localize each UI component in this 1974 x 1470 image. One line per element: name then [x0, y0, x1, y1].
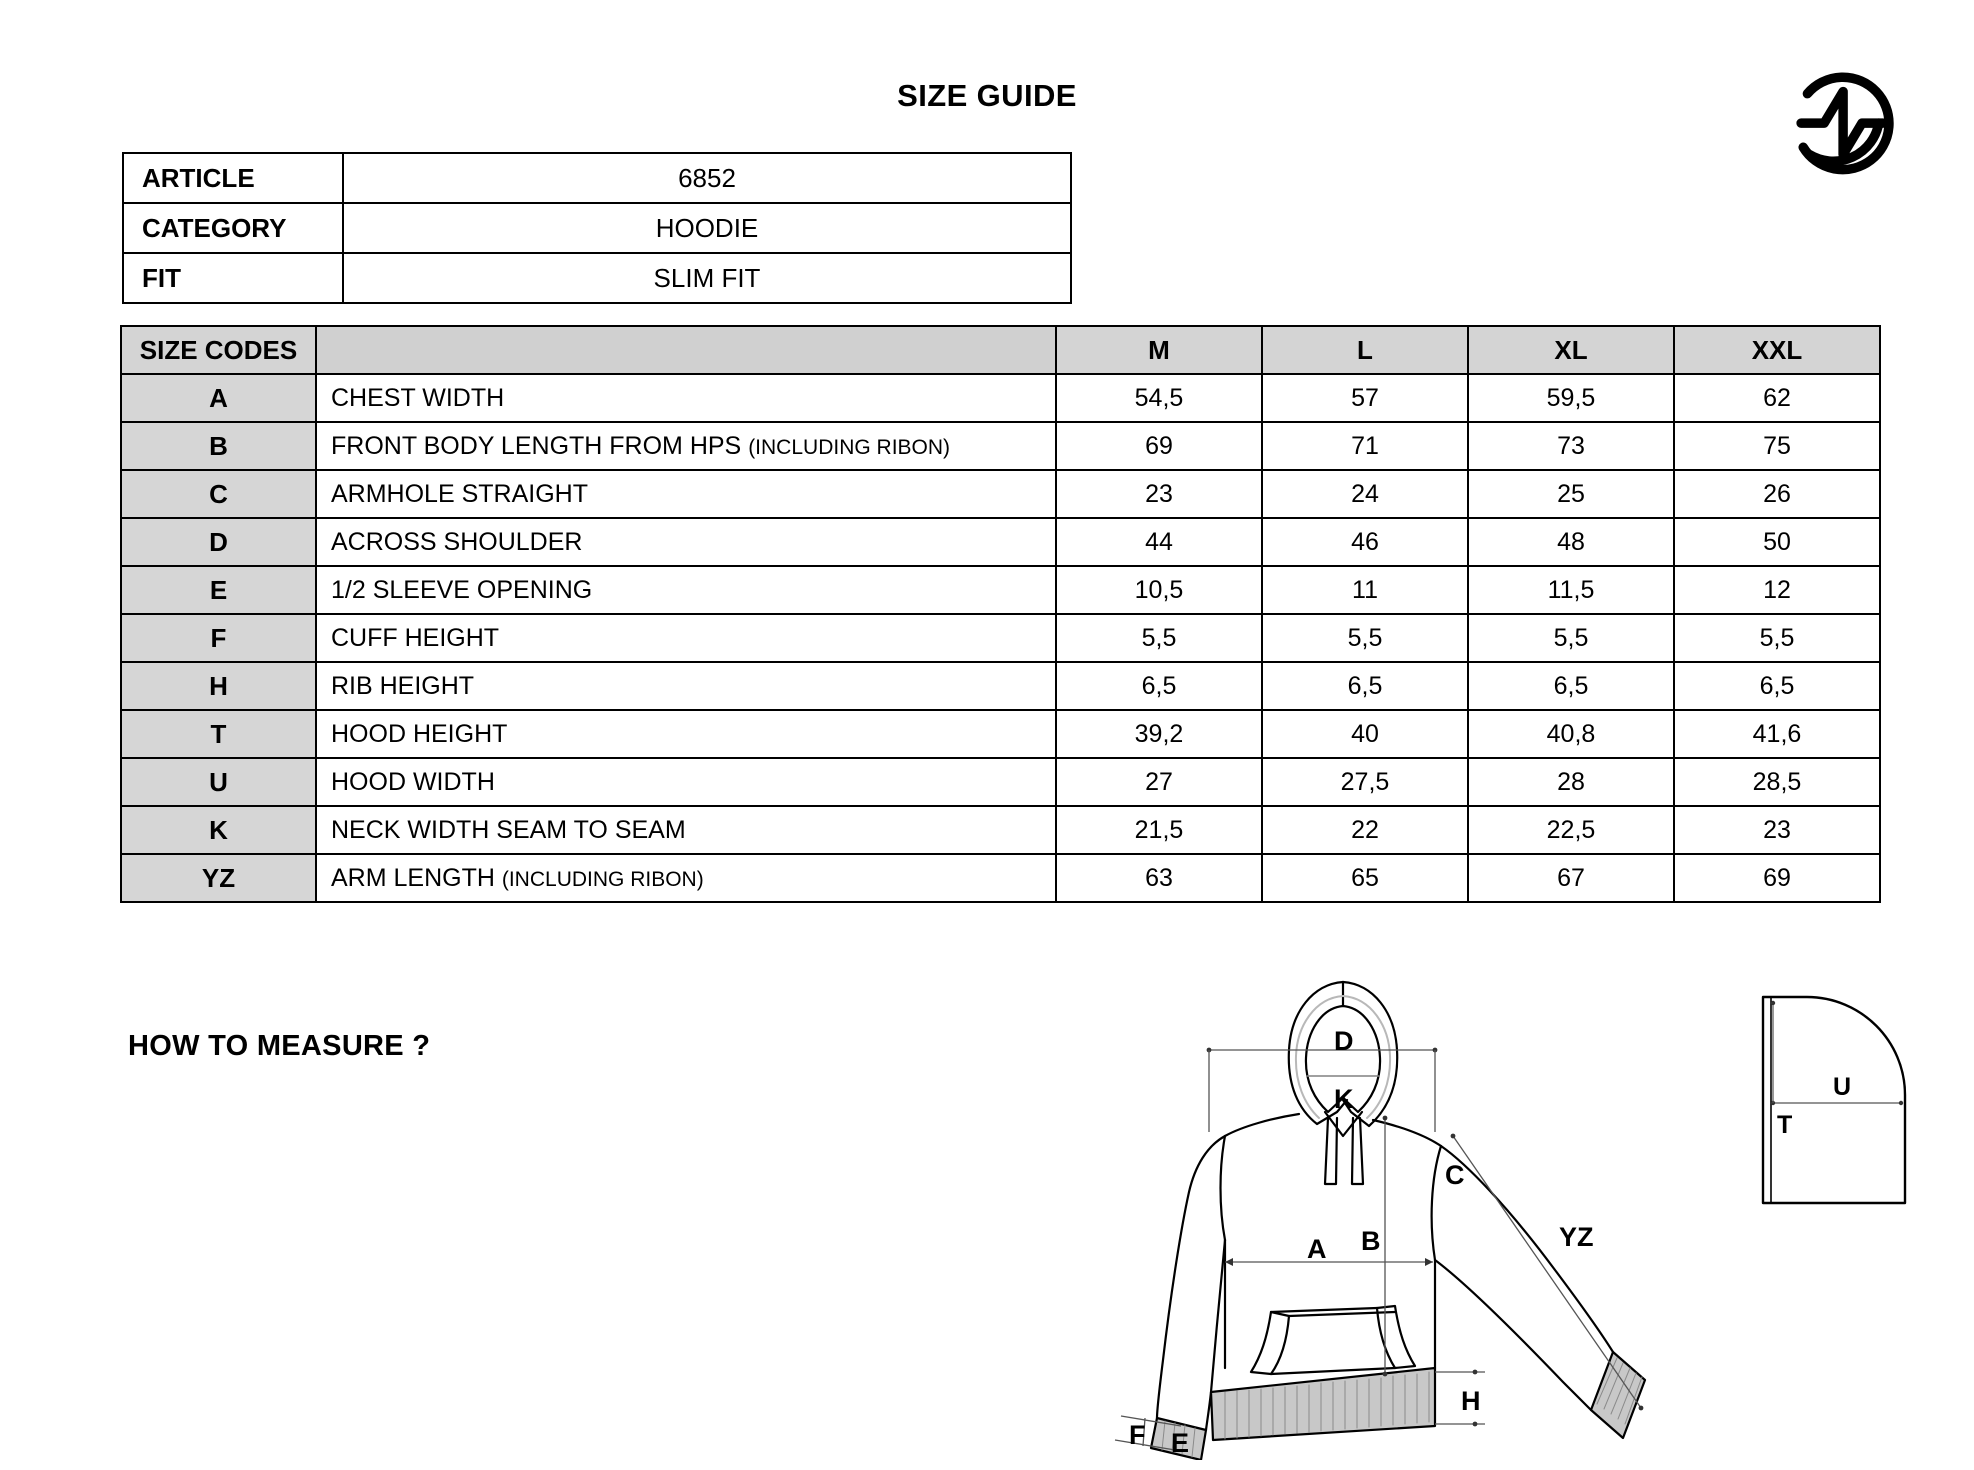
size-code-cell: A — [121, 374, 316, 422]
size-code-cell: K — [121, 806, 316, 854]
pocket-inner-top — [1289, 1312, 1395, 1316]
measurement-description-main: HOOD WIDTH — [331, 767, 495, 796]
table-row — [121, 422, 1880, 470]
size-code-cell: T — [121, 710, 316, 758]
info-value-article: 6852 — [343, 153, 1071, 203]
measurement-description-main: ARMHOLE STRAIGHT — [331, 479, 588, 508]
size-value-xxl: 23 — [1674, 806, 1880, 854]
column-header-description — [316, 326, 1056, 374]
size-value-xxl: 6,5 — [1674, 662, 1880, 710]
measurement-description-cell — [316, 854, 1056, 902]
column-header-size-l: L — [1262, 326, 1468, 374]
table-row — [121, 854, 1880, 902]
measurement-description-cell — [316, 662, 1056, 710]
size-value-xxl: 12 — [1674, 566, 1880, 614]
column-header-size-xxl: XXL — [1674, 326, 1880, 374]
measurement-description-cell — [316, 374, 1056, 422]
size-code-cell: YZ — [121, 854, 316, 902]
size-value-xxl: 41,6 — [1674, 710, 1880, 758]
size-table-head — [121, 326, 1880, 374]
measurement-description-note: (INCLUDING RIBON) — [501, 867, 704, 891]
dim-YZ-line — [1453, 1136, 1641, 1408]
label-D: D — [1334, 1026, 1354, 1056]
circle-zigzag-logo-icon — [1778, 58, 1904, 184]
size-value-l: 6,5 — [1262, 662, 1468, 710]
measurement-description-main: RIB HEIGHT — [331, 671, 475, 700]
body-left-sleeve-outer — [1157, 1114, 1299, 1418]
hem-rib-band — [1211, 1368, 1435, 1440]
table-row — [121, 758, 1880, 806]
measurement-description-main: NECK WIDTH SEAM TO SEAM — [331, 815, 686, 844]
hoodie-diagram-svg — [1085, 940, 1705, 1460]
size-value-m: 44 — [1056, 518, 1262, 566]
right-sleeve-inner — [1435, 1260, 1591, 1410]
size-code-cell: U — [121, 758, 316, 806]
size-value-l: 65 — [1262, 854, 1468, 902]
size-value-xxl: 50 — [1674, 518, 1880, 566]
label-A: A — [1307, 1234, 1327, 1264]
column-header-size-xl: XL — [1468, 326, 1674, 374]
right-shoulder — [1373, 1120, 1441, 1146]
size-value-l: 5,5 — [1262, 614, 1468, 662]
size-code-cell: D — [121, 518, 316, 566]
size-value-m: 54,5 — [1056, 374, 1262, 422]
measurement-description-main: CHEST WIDTH — [331, 383, 505, 412]
size-value-xl: 73 — [1468, 422, 1674, 470]
how-to-measure-heading: HOW TO MEASURE ? — [128, 1030, 431, 1062]
measurement-description-cell — [316, 710, 1056, 758]
size-value-xl: 25 — [1468, 470, 1674, 518]
size-value-xl: 48 — [1468, 518, 1674, 566]
info-label-article: ARTICLE — [123, 153, 343, 203]
brand-logo — [1778, 58, 1904, 184]
size-code-cell: H — [121, 662, 316, 710]
size-value-xxl: 26 — [1674, 470, 1880, 518]
table-row — [121, 614, 1880, 662]
size-value-m: 10,5 — [1056, 566, 1262, 614]
table-row — [123, 253, 1071, 303]
table-row — [123, 153, 1071, 203]
size-value-xl: 6,5 — [1468, 662, 1674, 710]
size-value-m: 63 — [1056, 854, 1262, 902]
hoodie-technical-drawing — [1085, 940, 1705, 1460]
size-value-l: 27,5 — [1262, 758, 1468, 806]
label-T: T — [1777, 1111, 1793, 1139]
hood-technical-drawing — [1745, 985, 1945, 1215]
label-F: F — [1129, 1420, 1146, 1450]
size-table-body — [121, 374, 1880, 902]
size-value-xl: 40,8 — [1468, 710, 1674, 758]
measurement-description-cell — [316, 470, 1056, 518]
right-armhole — [1432, 1146, 1441, 1368]
pocket-right-edge — [1377, 1306, 1415, 1368]
info-label-fit: FIT — [123, 253, 343, 303]
size-code-cell: C — [121, 470, 316, 518]
table-row — [121, 806, 1880, 854]
measurement-description-cell — [316, 806, 1056, 854]
size-value-xl: 59,5 — [1468, 374, 1674, 422]
measurement-description-cell — [316, 422, 1056, 470]
info-value-category: HOODIE — [343, 203, 1071, 253]
measurement-description-main: CUFF HEIGHT — [331, 623, 500, 652]
label-K: K — [1334, 1084, 1354, 1114]
drawstring-left — [1325, 1118, 1337, 1184]
size-value-l: 11 — [1262, 566, 1468, 614]
drawstring-right — [1352, 1118, 1363, 1184]
table-row — [121, 566, 1880, 614]
table-row — [121, 470, 1880, 518]
table-row — [121, 710, 1880, 758]
size-value-xl: 11,5 — [1468, 566, 1674, 614]
size-code-cell: B — [121, 422, 316, 470]
label-E: E — [1171, 1428, 1190, 1458]
size-code-cell: E — [121, 566, 316, 614]
size-value-xl: 22,5 — [1468, 806, 1674, 854]
measurement-description-cell — [316, 518, 1056, 566]
measurement-description-cell — [316, 614, 1056, 662]
label-U: U — [1833, 1073, 1852, 1101]
size-value-m: 6,5 — [1056, 662, 1262, 710]
measurement-description-main: 1/2 SLEEVE OPENING — [331, 575, 593, 604]
size-value-xl: 28 — [1468, 758, 1674, 806]
size-value-xl: 67 — [1468, 854, 1674, 902]
size-value-l: 71 — [1262, 422, 1468, 470]
table-row — [123, 203, 1071, 253]
size-value-m: 69 — [1056, 422, 1262, 470]
size-value-l: 22 — [1262, 806, 1468, 854]
label-C: C — [1445, 1160, 1465, 1190]
size-value-m: 23 — [1056, 470, 1262, 518]
table-header-row — [121, 326, 1880, 374]
measurement-description-main: ARM LENGTH — [331, 863, 502, 892]
measurement-description-cell — [316, 566, 1056, 614]
article-info-body — [123, 153, 1071, 303]
pocket-left-edge — [1251, 1312, 1289, 1374]
label-H: H — [1461, 1386, 1481, 1416]
left-armhole-seam — [1221, 1136, 1226, 1240]
size-value-m: 5,5 — [1056, 614, 1262, 662]
measurement-description-cell — [316, 758, 1056, 806]
measurement-description-main: HOOD HEIGHT — [331, 719, 508, 748]
size-value-l: 24 — [1262, 470, 1468, 518]
size-value-xl: 5,5 — [1468, 614, 1674, 662]
size-value-xxl: 75 — [1674, 422, 1880, 470]
measurement-description-main: ACROSS SHOULDER — [331, 527, 583, 556]
size-value-xxl: 28,5 — [1674, 758, 1880, 806]
size-value-xxl: 69 — [1674, 854, 1880, 902]
column-header-size-m: M — [1056, 326, 1262, 374]
page-title: SIZE GUIDE — [897, 78, 1077, 113]
right-cuff — [1591, 1352, 1645, 1438]
size-value-m: 39,2 — [1056, 710, 1262, 758]
column-header-size-codes: SIZE CODES — [121, 326, 316, 374]
size-value-xxl: 5,5 — [1674, 614, 1880, 662]
size-value-l: 40 — [1262, 710, 1468, 758]
size-value-xxl: 62 — [1674, 374, 1880, 422]
size-value-l: 46 — [1262, 518, 1468, 566]
info-value-fit: SLIM FIT — [343, 253, 1071, 303]
hood-diagram-svg — [1745, 985, 1945, 1215]
table-row — [121, 518, 1880, 566]
table-row — [121, 374, 1880, 422]
label-B: B — [1361, 1226, 1381, 1256]
measurement-description-main: FRONT BODY LENGTH FROM HPS — [331, 431, 749, 460]
size-value-l: 57 — [1262, 374, 1468, 422]
measurement-description-note: (INCLUDING RIBON) — [748, 435, 951, 459]
pocket-bottom — [1271, 1368, 1395, 1374]
label-YZ: YZ — [1559, 1222, 1594, 1252]
table-row — [121, 662, 1880, 710]
size-value-m: 21,5 — [1056, 806, 1262, 854]
size-code-cell: F — [121, 614, 316, 662]
article-info-table — [122, 152, 1072, 304]
info-label-category: CATEGORY — [123, 203, 343, 253]
pocket-top — [1271, 1308, 1377, 1312]
size-value-m: 27 — [1056, 758, 1262, 806]
size-measurements-table — [120, 325, 1881, 903]
